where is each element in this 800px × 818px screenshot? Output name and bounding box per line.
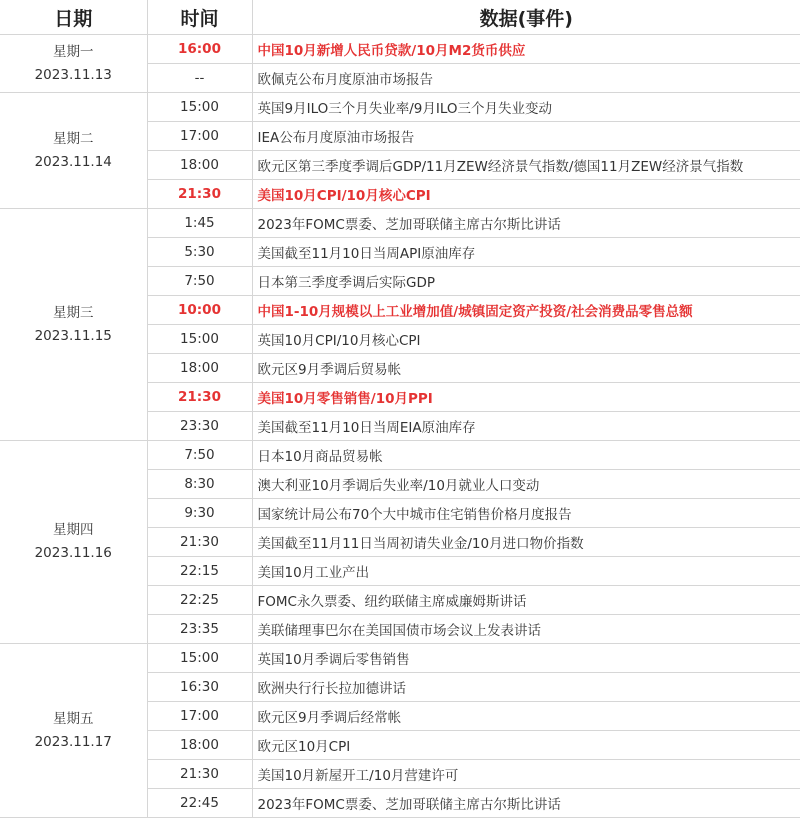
- event-cell: 英国10月季调后零售销售: [252, 644, 800, 673]
- event-cell: 英国10月CPI/10月核心CPI: [252, 325, 800, 354]
- event-cell: 日本第三季度季调后实际GDP: [252, 267, 800, 296]
- time-cell: 10:00: [147, 296, 252, 325]
- event-cell: 欧元区9月季调后经常帐: [252, 702, 800, 731]
- time-cell: 18:00: [147, 354, 252, 383]
- weekday-label: 星期五: [53, 710, 94, 727]
- time-cell: 18:00: [147, 151, 252, 180]
- event-cell: 欧元区9月季调后贸易帐: [252, 354, 800, 383]
- table-row: [0, 644, 800, 673]
- time-cell: 21:30: [147, 180, 252, 209]
- time-cell: 7:50: [147, 267, 252, 296]
- date-label: 2023.11.15: [34, 327, 112, 344]
- event-cell: 日本10月商品贸易帐: [252, 441, 800, 470]
- event-cell: 2023年FOMC票委、芝加哥联储主席古尔斯比讲话: [252, 789, 800, 818]
- event-cell: IEA公布月度原油市场报告: [252, 122, 800, 151]
- day-cell: [0, 441, 147, 644]
- event-cell: 英国9月ILO三个月失业率/9月ILO三个月失业变动: [252, 93, 800, 122]
- header-event: 数据(事件): [252, 0, 800, 35]
- event-cell: 美联储理事巴尔在美国国债市场会议上发表讲话: [252, 615, 800, 644]
- event-cell: 2023年FOMC票委、芝加哥联储主席古尔斯比讲话: [252, 209, 800, 238]
- event-cell: FOMC永久票委、纽约联储主席威廉姆斯讲话: [252, 586, 800, 615]
- date-label: 2023.11.13: [34, 66, 112, 83]
- time-cell: 15:00: [147, 93, 252, 122]
- table-row: [0, 35, 800, 64]
- time-cell: 17:00: [147, 702, 252, 731]
- time-cell: 5:30: [147, 238, 252, 267]
- table-row: [0, 93, 800, 122]
- date-label: 2023.11.17: [34, 733, 112, 750]
- weekday-label: 星期二: [53, 130, 94, 147]
- time-cell: 15:00: [147, 644, 252, 673]
- header-time: 时间: [147, 0, 252, 35]
- event-cell: 中国1-10月规模以上工业增加值/城镇固定资产投资/社会消费品零售总额: [252, 296, 800, 325]
- time-cell: 23:35: [147, 615, 252, 644]
- day-cell: [0, 93, 147, 209]
- time-cell: 22:25: [147, 586, 252, 615]
- time-cell: 18:00: [147, 731, 252, 760]
- time-cell: 15:00: [147, 325, 252, 354]
- event-cell: 美国10月新屋开工/10月营建许可: [252, 760, 800, 789]
- table-row: [0, 209, 800, 238]
- event-cell: 欧佩克公布月度原油市场报告: [252, 64, 800, 93]
- table-row: [0, 441, 800, 470]
- time-cell: 17:00: [147, 122, 252, 151]
- time-cell: 1:45: [147, 209, 252, 238]
- header-date: 日期: [0, 0, 147, 35]
- time-cell: 8:30: [147, 470, 252, 499]
- time-cell: 22:45: [147, 789, 252, 818]
- time-cell: 9:30: [147, 499, 252, 528]
- event-cell: 美国截至11月10日当周EIA原油库存: [252, 412, 800, 441]
- event-cell: 欧元区第三季度季调后GDP/11月ZEW经济景气指数/德国11月ZEW经济景气指数: [252, 151, 800, 180]
- calendar-body: [0, 35, 800, 818]
- weekday-label: 星期四: [53, 522, 94, 538]
- event-cell: 欧洲央行行长拉加德讲话: [252, 673, 800, 702]
- time-cell: 7:50: [147, 441, 252, 470]
- time-cell: 21:30: [147, 528, 252, 557]
- day-cell: [0, 644, 147, 818]
- day-cell: [0, 209, 147, 441]
- table-header-row: [0, 0, 800, 35]
- event-cell: 美国10月零售销售/10月PPI: [252, 383, 800, 412]
- time-cell: 21:30: [147, 760, 252, 789]
- time-cell: 16:00: [147, 35, 252, 64]
- time-cell: 22:15: [147, 557, 252, 586]
- event-cell: 美国10月工业产出: [252, 557, 800, 586]
- date-label: 2023.11.14: [34, 153, 112, 170]
- time-cell: 21:30: [147, 383, 252, 412]
- event-cell: 中国10月新增人民币贷款/10月M2货币供应: [252, 35, 800, 64]
- event-cell: 美国截至11月11日当周初请失业金/10月进口物价指数: [252, 528, 800, 557]
- time-cell: 16:30: [147, 673, 252, 702]
- event-cell: 澳大利亚10月季调后失业率/10月就业人口变动: [252, 470, 800, 499]
- time-cell: --: [147, 64, 252, 93]
- time-cell: 23:30: [147, 412, 252, 441]
- day-cell: [0, 35, 147, 93]
- weekday-label: 星期三: [53, 304, 94, 321]
- event-cell: 美国截至11月10日当周API原油库存: [252, 238, 800, 267]
- event-cell: 欧元区10月CPI: [252, 731, 800, 760]
- weekday-label: 星期一: [53, 43, 94, 60]
- date-label: 2023.11.16: [34, 545, 112, 561]
- event-cell: 国家统计局公布70个大中城市住宅销售价格月度报告: [252, 499, 800, 528]
- event-cell: 美国10月CPI/10月核心CPI: [252, 180, 800, 209]
